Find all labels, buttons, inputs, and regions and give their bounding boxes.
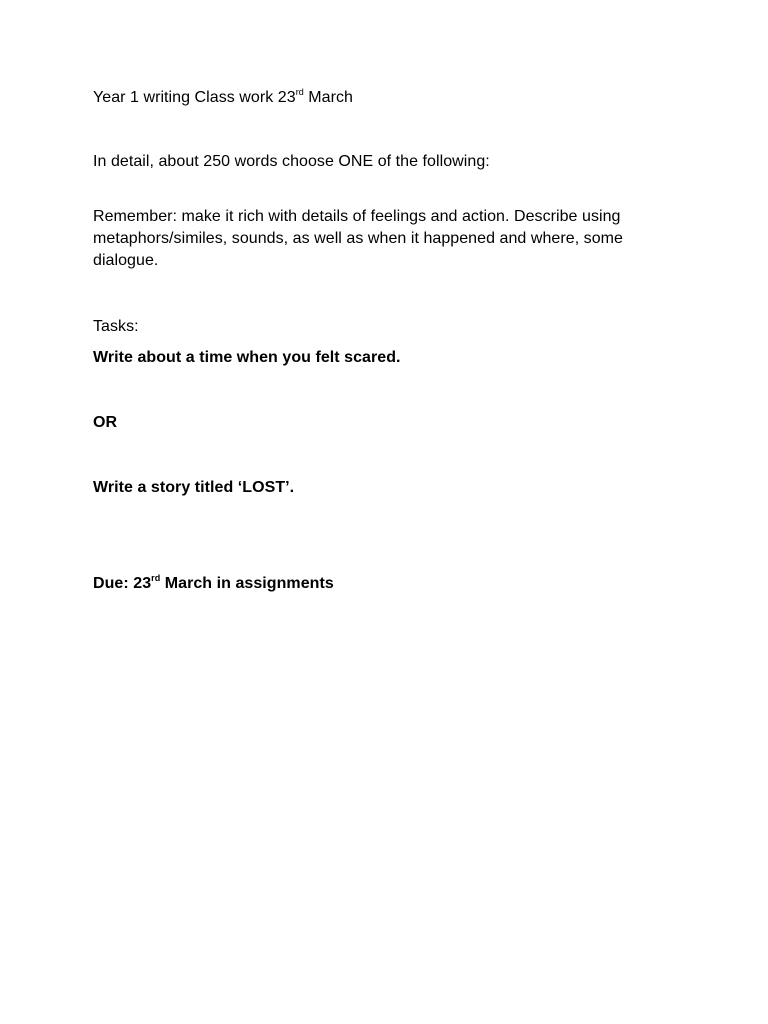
tasks-label: Tasks: — [93, 318, 139, 335]
due-details: March in assignments — [160, 575, 334, 592]
task-option-2: Write a story titled ‘LOST’. — [93, 479, 295, 496]
due-label: Due: 23 — [93, 575, 152, 592]
due-date-line — [93, 573, 334, 595]
title-month: March — [303, 89, 353, 106]
title-date-suffix: rd — [295, 86, 304, 97]
due-date-suffix: rd — [151, 572, 161, 583]
or-separator: OR — [93, 414, 118, 431]
intro-paragraph: In detail, about 250 words choose ONE of the following: — [93, 153, 490, 170]
title-text: Year 1 writing Class work 23 — [93, 89, 296, 106]
task-option-1: Write about a time when you felt scared. — [93, 349, 401, 366]
remember-paragraph: Remember: make it rich with details of feelings and action. Describe using metaphors/similes, sounds, as well as when it happened and where, some dialogue. — [93, 208, 624, 269]
document-title — [93, 87, 353, 109]
